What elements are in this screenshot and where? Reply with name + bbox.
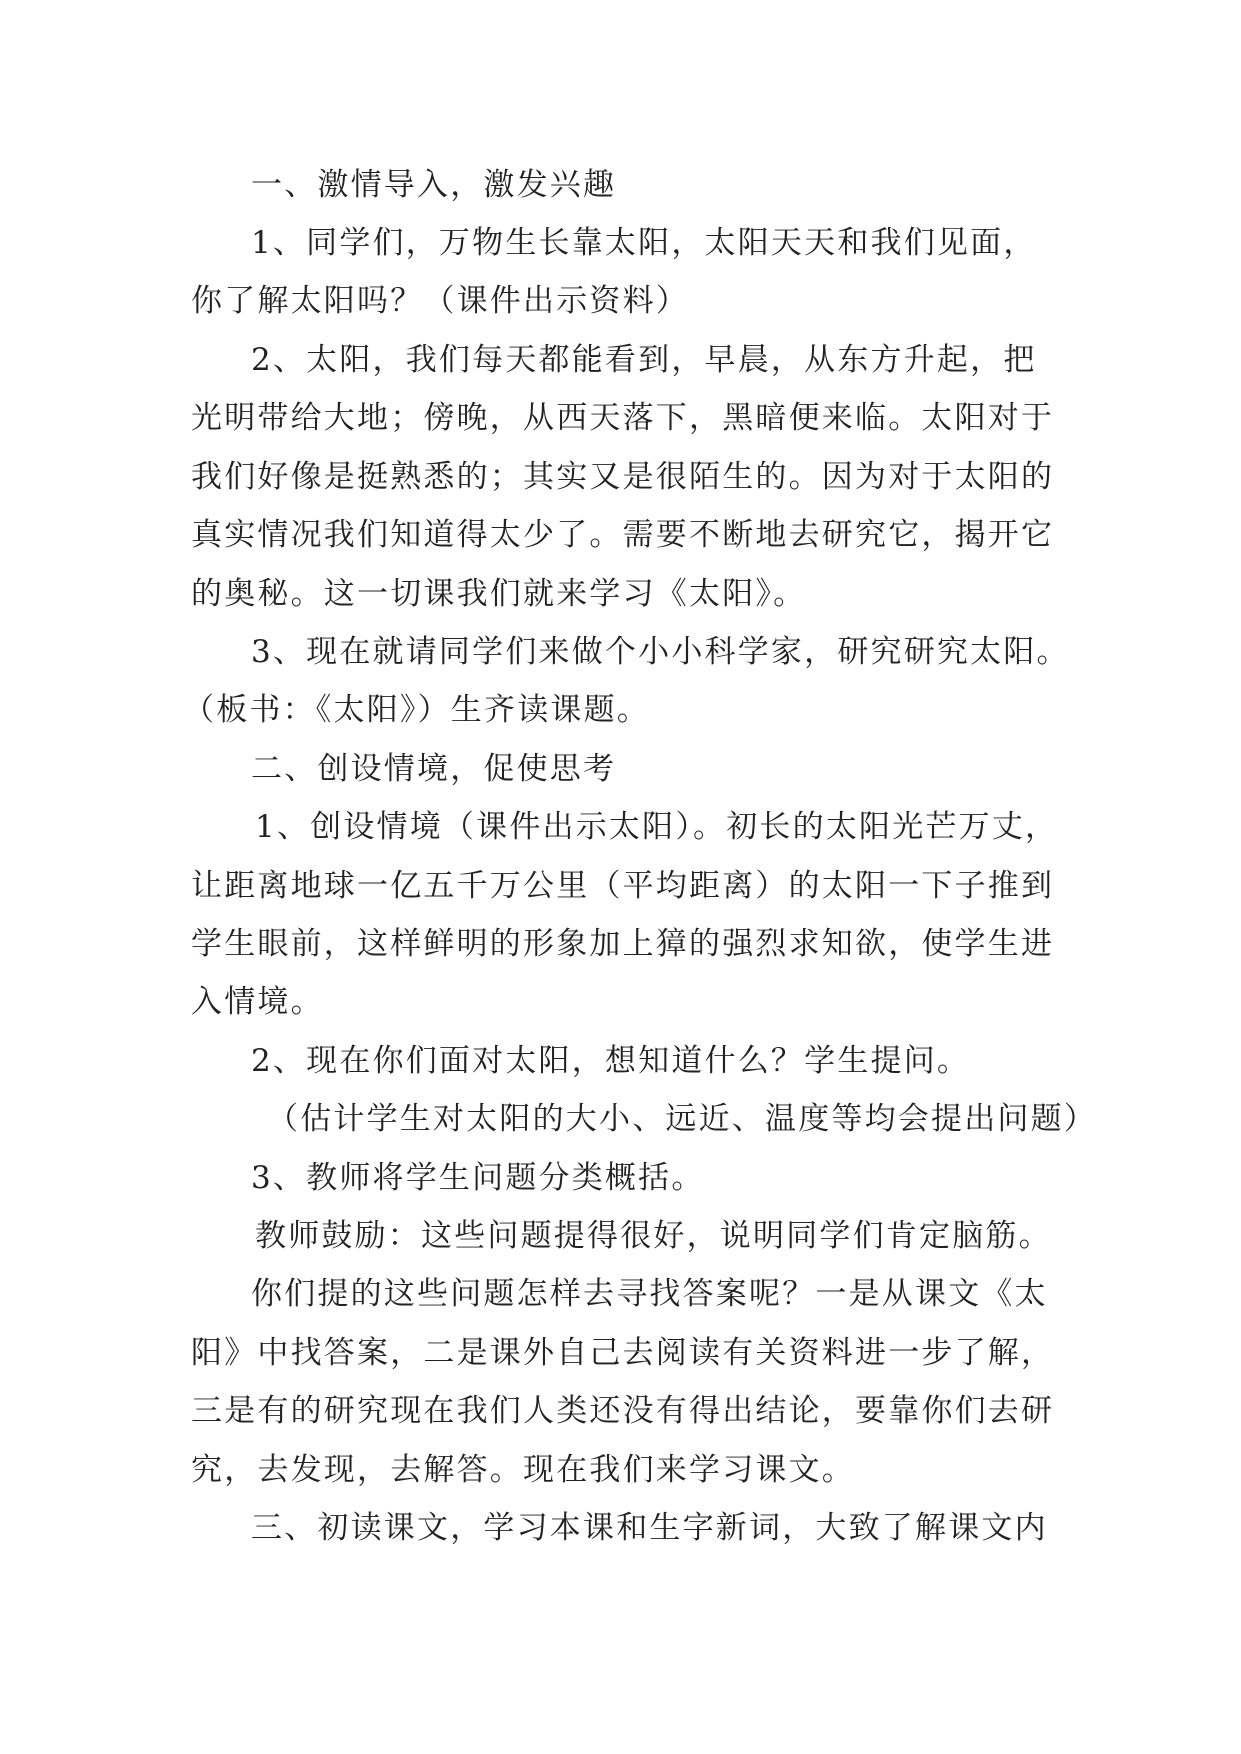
paragraph-line: 入情境。 — [191, 984, 324, 1020]
paragraph-line: 3、教师将学生问题分类概括。 — [251, 1160, 705, 1196]
paragraph-line: 2、太阳，我们每天都能看到，早晨，从东方升起，把 — [251, 342, 1037, 378]
paragraph-line: 的奥秘。这一切课我们就来学习《太阳》。 — [191, 576, 807, 612]
paragraph-line: 阳》中找答案，二是课外自己去阅读有关资料进一步了解， — [191, 1335, 1055, 1371]
section-heading-2: 二、创设情境，促使思考 — [251, 751, 617, 787]
paragraph-line: 真实情况我们知道得太少了。需要不断地去研究它，揭开它 — [191, 517, 1055, 553]
section-heading-3: 三、初读课文，学习本课和生字新词，大致了解课文内 — [251, 1510, 1048, 1546]
paragraph-line: 让距离地球一亿五千万公里（平均距离）的太阳一下子推到 — [191, 868, 1055, 904]
paragraph-line: 2、现在你们面对太阳，想知道什么？学生提问。 — [251, 1043, 971, 1079]
paragraph-line: 三是有的研究现在我们人类还没有得出结论，要靠你们去研 — [191, 1393, 1055, 1429]
paragraph-line: （估计学生对太阳的大小、远近、温度等均会提出问题） — [267, 1101, 1097, 1137]
paragraph-line: 1、同学们，万物生长靠太阳，太阳天天和我们见面， — [251, 225, 1037, 261]
section-heading-1: 一、激情导入，激发兴趣 — [251, 167, 617, 203]
paragraph-line: 1、创设情境（课件出示太阳）。初长的太阳光芒万丈， — [255, 809, 1059, 845]
paragraph-line: 光明带给大地；傍晚，从西天落下，黑暗便来临。太阳对于 — [191, 400, 1055, 436]
paragraph-line: （板书：《太阳》）生齐读课题。 — [183, 692, 650, 728]
paragraph-line: 我们好像是挺熟悉的；其实又是很陌生的。因为对于太阳的 — [191, 459, 1055, 495]
paragraph-line: 你们提的这些问题怎样去寻找答案呢？一是从课文《太 — [251, 1276, 1048, 1312]
paragraph-line: 究，去发现，去解答。现在我们来学习课文。 — [191, 1452, 855, 1488]
paragraph-line: 学生眼前，这样鲜明的形象加上獐的强烈求知欲，使学生进 — [191, 926, 1055, 962]
paragraph-line: 你了解太阳吗？（课件出示资料） — [191, 283, 689, 319]
paragraph-line: 教师鼓励：这些问题提得很好，说明同学们肯定脑筋。 — [255, 1218, 1052, 1254]
paragraph-line: 3、现在就请同学们来做个小小科学家，研究研究太阳。 — [251, 634, 1070, 670]
